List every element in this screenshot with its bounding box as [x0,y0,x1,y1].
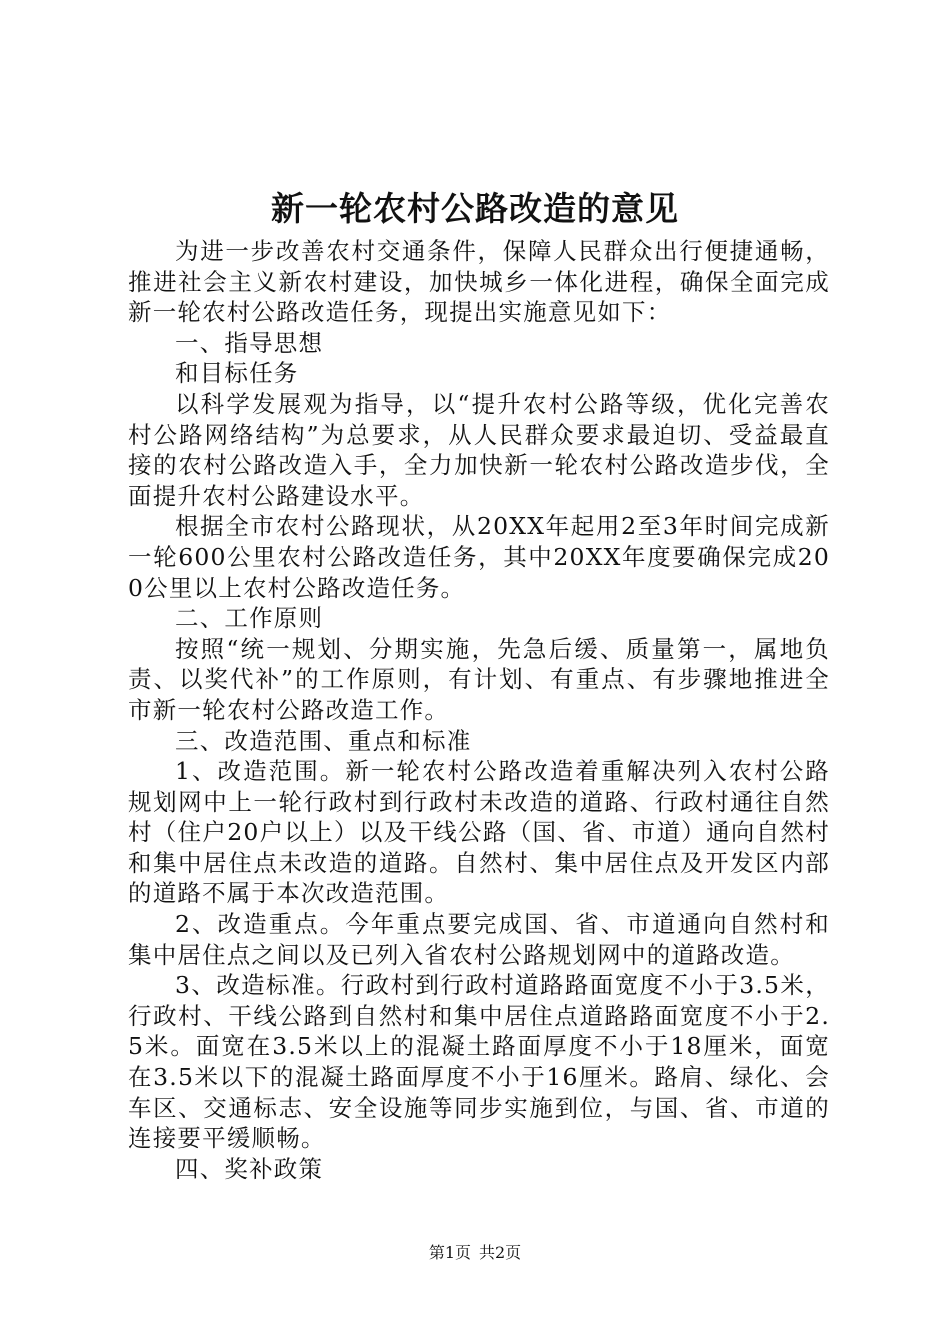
intro-paragraph: 为进一步改善农村交通条件，保障人民群众出行便捷通畅，推进社会主义新农村建设，加快城乡一体化进程，确保全面完成新一轮农村公路改造任务，现提出实施意见如下： [128,237,830,327]
section-heading-goals-tasks: 和目标任务 [175,359,299,388]
focus-paragraph: 2、改造重点。今年重点要完成国、省、市道通向自然村和集中居住点之间以及已列入省农村公路规划网中的道路改造。 [128,910,830,969]
section-heading-subsidy-policy: 四、奖补政策 [175,1154,324,1183]
scope-paragraph: 1、改造范围。新一轮农村公路改造着重解决列入农村公路规划网中上一轮行政村到行政村未改造的道路、行政村通往自然村（住户20户以上）以及干线公路（国、省、市道）通向自然村和集中居住点未改造的道路。自然村、集中居住点及开发区内部的道路不属于本次改造范围。 [128,757,830,908]
principles-paragraph: 按照“统一规划、分期实施，先急后缓、质量第一，属地负责、以奖代补”的工作原则，有计划、有重点、有步骤地推进全市新一轮农村公路改造工作。 [128,634,830,724]
section-heading-guiding-ideology: 一、指导思想 [175,328,324,357]
page-number: 第1页 [428,1243,471,1262]
document-body [128,236,830,1184]
document-title: 新一轮农村公路改造的意见 [271,189,679,228]
target-paragraph: 根据全市农村公路现状，从20XX年起用2至3年时间完成新一轮600公里农村公路改造任务，其中20XX年度要确保完成200公里以上农村公路改造任务。 [128,512,830,602]
standards-paragraph: 3、改造标准。行政村到行政村道路路面宽度不小于3.5米，行政村、干线公路到自然村和集中居住点道路路面宽度不小于2.5米。面宽在3.5米以上的混凝土路面厚度不小于18厘米，面宽在3.5米以下的混凝土路面厚度不小于16厘米。路肩、绿化、会车区、交通标志、安全设施等同步实施到位，与国、省、市道的连接要平缓顺畅。 [128,971,830,1153]
section-heading-scope-standards: 三、改造范围、重点和标准 [175,726,472,755]
page-total: 共2页 [479,1243,522,1262]
page-footer [0,1241,950,1265]
section-heading-work-principles: 二、工作原则 [175,604,324,633]
guiding-paragraph: 以科学发展观为指导，以“提升农村公路等级，优化完善农村公路网络结构”为总要求，从人民群众要求最迫切、受益最直接的农村公路改造入手，全力加快新一轮农村公路改造步伐，全面提升农村公路建设水平。 [128,389,830,510]
